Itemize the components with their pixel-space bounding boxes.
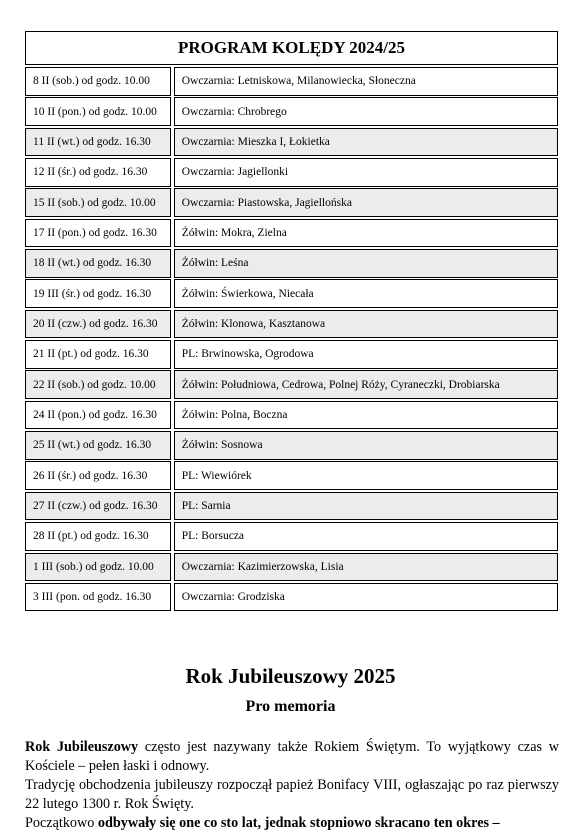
schedule-date-cell: 21 II (pt.) od godz. 16.30 [25,340,171,369]
schedule-place-cell: Żółwin: Klonowa, Kasztanowa [174,310,558,339]
schedule-place-cell: Żółwin: Polna, Boczna [174,401,558,430]
jubilee-heading: Rok Jubileuszowy 2025 [185,664,396,688]
schedule-date-cell: 28 II (pt.) od godz. 16.30 [25,522,171,551]
schedule-row [25,279,558,308]
schedule-row [25,583,558,612]
schedule-row [25,461,558,490]
schedule-date-cell: 3 III (pon. od godz. 16.30 [25,583,171,612]
schedule-place-cell: Żółwin: Świerkowa, Niecała [174,279,558,308]
schedule-row [25,370,558,399]
schedule-place-cell: Owczarnia: Chrobrego [174,97,558,126]
schedule-row [25,188,558,217]
paragraph-text: często jest nazywany także Rokiem Świętym. To wyjątkowy czas w Kościele – pełen łaski i odnowy. [25,739,559,774]
schedule-place-cell: Owczarnia: Kazimierzowska, Lisia [174,553,558,582]
schedule-row [25,492,558,521]
schedule-title: PROGRAM KOLĘDY 2024/25 [25,31,558,65]
schedule-row [25,431,558,460]
schedule-date-cell: 17 II (pon.) od godz. 16.30 [25,219,171,248]
schedule-place-cell: Żółwin: Sosnowa [174,431,558,460]
schedule-place-cell: Owczarnia: Mieszka I, Łokietka [174,128,558,157]
paragraph-intro [25,738,559,776]
schedule-row [25,219,558,248]
schedule-row [25,158,558,187]
schedule-row [25,401,558,430]
jubilee-article-text [25,738,559,833]
schedule-place-cell: Żółwin: Południowa, Cedrowa, Polnej Róży, Cyraneczki, Drobiarska [174,370,558,399]
schedule-date-cell: 26 II (śr.) od godz. 16.30 [25,461,171,490]
schedule-place-cell: PL: Brwinowska, Ogrodowa [174,340,558,369]
schedule-date-cell: 18 II (wt.) od godz. 16.30 [25,249,171,278]
schedule-place-cell: PL: Wiewiórek [174,461,558,490]
jubilee-subheading: Pro memoria [245,698,336,715]
schedule-row [25,128,558,157]
bold-term: Rok Jubileuszowy [25,739,139,755]
schedule-place-cell: Żółwin: Mokra, Zielna [174,219,558,248]
schedule-place-cell: Owczarnia: Jagiellonki [174,158,558,187]
schedule-date-cell: 12 II (śr.) od godz. 16.30 [25,158,171,187]
schedule-date-cell: 24 II (pon.) od godz. 16.30 [25,401,171,430]
schedule-row [25,67,558,96]
schedule-date-cell: 20 II (czw.) od godz. 16.30 [25,310,171,339]
schedule-row [25,97,558,126]
schedule-place-cell: Owczarnia: Piastowska, Jagiellońska [174,188,558,217]
schedule-row [25,249,558,278]
schedule-place-cell: Żółwin: Leśna [174,249,558,278]
kolęda-schedule-table [25,31,558,613]
schedule-date-cell: 1 III (sob.) od godz. 10.00 [25,553,171,582]
schedule-date-cell: 15 II (sob.) od godz. 10.00 [25,188,171,217]
paragraph-frequency [25,814,559,833]
schedule-rows [25,67,558,611]
schedule-date-cell: 27 II (czw.) od godz. 16.30 [25,492,171,521]
schedule-date-cell: 22 II (sob.) od godz. 10.00 [25,370,171,399]
schedule-row [25,310,558,339]
schedule-date-cell: 8 II (sob.) od godz. 10.00 [25,67,171,96]
schedule-date-cell: 19 III (śr.) od godz. 16.30 [25,279,171,308]
schedule-date-cell: 10 II (pon.) od godz. 10.00 [25,97,171,126]
schedule-place-cell: PL: Sarnia [174,492,558,521]
schedule-place-cell: PL: Borsucza [174,522,558,551]
schedule-place-cell: Owczarnia: Grodziska [174,583,558,612]
schedule-row [25,522,558,551]
schedule-date-cell: 11 II (wt.) od godz. 16.30 [25,128,171,157]
schedule-row [25,553,558,582]
paragraph-history: Tradycję obchodzenia jubileuszy rozpoczął papież Bonifacy VIII, ogłaszając po raz pierwszy 22 lutego 1300 r. Rok Święty. [25,777,559,812]
bold-phrase: odbywały się one co sto lat, jednak stopniowo skracano ten okres – [97,815,500,831]
paragraph-text: Początkowo [25,815,98,831]
schedule-place-cell: Owczarnia: Letniskowa, Milanowiecka, Słoneczna [174,67,558,96]
schedule-row [25,340,558,369]
schedule-date-cell: 25 II (wt.) od godz. 16.30 [25,431,171,460]
